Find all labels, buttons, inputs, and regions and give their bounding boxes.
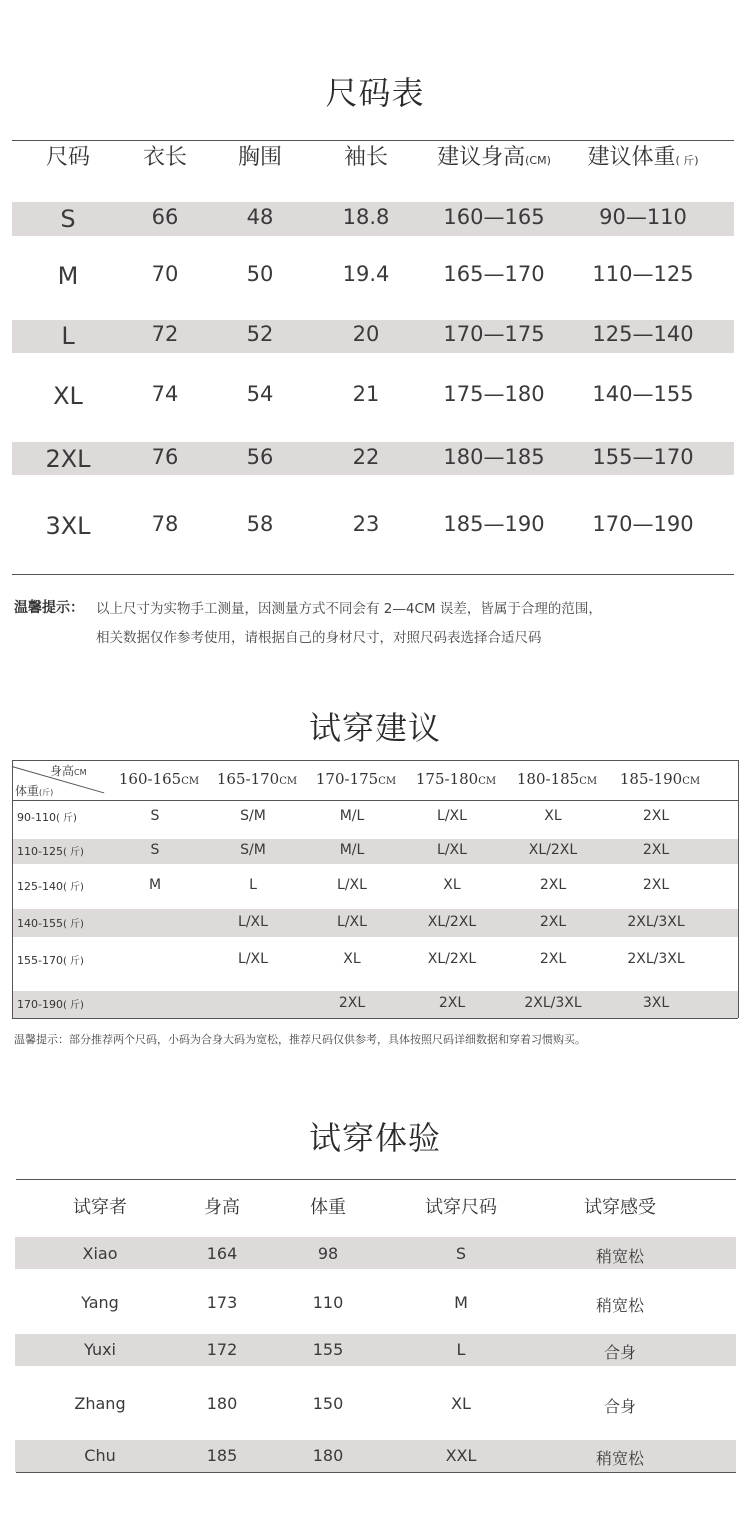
height-col-header	[416, 770, 496, 788]
trial-cell: 合身	[603, 1397, 637, 1416]
size-label: S	[60, 205, 76, 233]
size-chart-cell: 58	[246, 512, 274, 536]
size-chart-cell: 180—185	[443, 445, 545, 469]
recommended-size: S/M	[240, 842, 266, 858]
trial-cell: 98	[317, 1244, 339, 1263]
trial-header: 试穿者	[73, 1197, 127, 1218]
weight-range: 90-110	[17, 811, 56, 824]
size-chart-tip-line-1: 以上尺寸为实物手工测量，因测量方式不同会有 2—4CM 误差，皆属于合理的范围，	[96, 601, 602, 617]
size-chart-cell: 175—180	[443, 382, 545, 406]
size-chart-cell: 74	[151, 382, 179, 406]
fit-advice-right-border	[738, 760, 739, 1018]
recommended-size: 2XL	[539, 951, 567, 967]
size-chart-tip-line-2: 相关数据仅作参考使用，请根据自己的身材尺寸，对照尺码表选择合适尺码	[96, 630, 542, 646]
size-chart-cell: 140—155	[592, 382, 694, 406]
size-chart-header-text: 胸围	[237, 145, 283, 170]
weight-unit: ( 斤)	[55, 813, 77, 824]
trial-header: 身高	[204, 1197, 240, 1218]
weight-range: 125-140	[17, 880, 63, 893]
recommended-size: 2XL	[642, 808, 670, 824]
trial-cell: 173	[206, 1293, 238, 1312]
recommended-size: L/XL	[337, 914, 367, 930]
size-chart-header-5	[587, 140, 698, 171]
recommended-size: 2XL	[642, 842, 670, 858]
trial-cell: S	[455, 1244, 467, 1263]
weight-row-label	[17, 996, 84, 1011]
recommended-size: S	[150, 808, 160, 824]
size-chart-cell: 54	[246, 382, 274, 406]
size-chart-cell: 20	[352, 322, 380, 346]
trial-bottom-rule	[16, 1472, 736, 1473]
trial-title: 试穿体验	[308, 1119, 441, 1157]
recommended-size: L/XL	[437, 842, 467, 858]
recommended-size: L/XL	[238, 914, 268, 930]
size-chart-cell: 21	[352, 382, 380, 406]
trial-cell: 合身	[603, 1343, 637, 1362]
height-unit: CM	[478, 776, 497, 787]
height-col-header	[517, 770, 597, 788]
size-chart-header-2	[238, 140, 282, 171]
fit-advice-header-rule	[12, 800, 738, 801]
recommended-size: S	[150, 842, 160, 858]
size-chart-header-text: 建议身高	[437, 145, 526, 170]
size-chart-cell: 22	[352, 445, 380, 469]
trial-cell: XL	[451, 1394, 471, 1413]
weight-unit: ( 斤)	[62, 1000, 84, 1011]
recommended-size: 3XL	[642, 995, 670, 1011]
height-unit: CM	[378, 776, 397, 787]
size-chart-cell: 170—190	[592, 512, 694, 536]
fit-advice-row-band	[13, 839, 738, 864]
trial-header: 试穿尺码	[425, 1197, 497, 1218]
height-range: 160-165	[118, 770, 182, 788]
size-chart-cell: 170—175	[443, 322, 545, 346]
size-label: 3XL	[45, 512, 91, 540]
corner-height-label: 身高CM	[50, 764, 87, 778]
size-chart-cell: 125—140	[592, 322, 694, 346]
height-range: 185-190	[619, 770, 683, 788]
trial-cell: 164	[206, 1244, 238, 1263]
size-label: XL	[53, 382, 83, 410]
weight-row-label	[17, 809, 77, 824]
weight-row-label	[17, 878, 84, 893]
height-unit: CM	[181, 776, 200, 787]
fit-advice-title: 试穿建议	[308, 709, 441, 747]
height-range: 180-185	[516, 770, 580, 788]
size-chart-header-1	[143, 140, 187, 171]
recommended-size: XL/2XL	[427, 951, 477, 967]
recommended-size: L/XL	[238, 951, 268, 967]
weight-row-label	[17, 952, 84, 967]
fit-advice-bottom-rule	[12, 1018, 738, 1019]
trial-cell: 155	[312, 1340, 344, 1359]
height-col-header	[217, 770, 297, 788]
size-label: M	[57, 262, 79, 290]
size-chart-cell: 72	[151, 322, 179, 346]
height-range: 165-170	[216, 770, 280, 788]
size-chart-cell: 185—190	[443, 512, 545, 536]
size-chart-title: 尺码表	[325, 74, 425, 112]
height-range: 170-175	[315, 770, 379, 788]
weight-range: 170-190	[17, 998, 63, 1011]
height-col-header	[620, 770, 700, 788]
size-chart-cell: 19.4	[342, 262, 390, 286]
weight-row-label	[17, 915, 84, 930]
fit-advice-row-band	[13, 991, 738, 1018]
size-chart-cell: 52	[246, 322, 274, 346]
weight-range: 110-125	[17, 845, 63, 858]
tester-name: Zhang	[74, 1394, 126, 1413]
fit-advice-left-border	[12, 760, 13, 1018]
size-chart-header-4	[437, 140, 551, 171]
height-range: 175-180	[415, 770, 479, 788]
trial-cell: 110	[312, 1293, 344, 1312]
fit-advice-top-rule	[12, 760, 738, 761]
weight-unit: ( 斤)	[62, 882, 84, 893]
trial-cell: 180	[312, 1446, 344, 1465]
size-chart-header-text: 衣长	[142, 145, 188, 170]
recommended-size: 2XL/3XL	[627, 914, 685, 930]
recommended-size: 2XL/3XL	[627, 951, 685, 967]
recommended-size: 2XL	[642, 877, 670, 893]
trial-top-rule	[16, 1179, 736, 1180]
trial-cell: 150	[312, 1394, 344, 1413]
height-unit: CM	[279, 776, 298, 787]
weight-range: 155-170	[17, 954, 63, 967]
size-chart-cell: 56	[246, 445, 274, 469]
size-chart-cell: 50	[246, 262, 274, 286]
recommended-size: 2XL	[539, 914, 567, 930]
size-chart-cell: 110—125	[592, 262, 694, 286]
weight-unit: ( 斤)	[62, 956, 84, 967]
weight-unit: ( 斤)	[62, 847, 84, 858]
recommended-size: 2XL	[438, 995, 466, 1011]
fit-advice-tip: 温馨提示：部分推荐两个尺码，小码为合身大码为宽松，推荐尺码仅供参考，具体按照尺码详细数据和穿着习惯购买。	[14, 1033, 586, 1046]
size-chart-cell: 90—110	[599, 205, 687, 229]
size-chart-cell: 155—170	[592, 445, 694, 469]
size-chart-cell: 70	[151, 262, 179, 286]
trial-cell: 稍宽松	[595, 1449, 645, 1468]
size-chart-cell: 160—165	[443, 205, 545, 229]
recommended-size: S/M	[240, 808, 266, 824]
size-chart-header-text: 袖长	[343, 145, 389, 170]
trial-cell: 172	[206, 1340, 238, 1359]
height-unit: CM	[682, 776, 701, 787]
trial-header: 试穿感受	[584, 1197, 656, 1218]
tester-name: Chu	[84, 1446, 116, 1465]
size-chart-cell: 76	[151, 445, 179, 469]
size-chart-tip-label: 温馨提示：	[14, 600, 84, 616]
recommended-size: 2XL	[338, 995, 366, 1011]
trial-cell: XXL	[445, 1446, 477, 1465]
recommended-size: 2XL/3XL	[524, 995, 582, 1011]
recommended-size: L/XL	[437, 808, 467, 824]
weight-range: 140-155	[17, 917, 63, 930]
size-label: L	[61, 322, 75, 350]
trial-header: 体重	[310, 1197, 346, 1218]
recommended-size: XL/2XL	[528, 842, 578, 858]
trial-cell: 稍宽松	[595, 1247, 645, 1266]
recommended-size: L	[249, 877, 257, 893]
tester-name: Yuxi	[84, 1340, 116, 1359]
recommended-size: M/L	[339, 808, 365, 824]
recommended-size: XL/2XL	[427, 914, 477, 930]
recommended-size: XL	[544, 808, 562, 824]
trial-cell: L	[456, 1340, 466, 1359]
size-chart-cell: 48	[246, 205, 274, 229]
height-col-header	[119, 770, 199, 788]
size-chart-cell: 78	[151, 512, 179, 536]
corner-weight-label: 体重(斤)	[15, 784, 54, 798]
trial-cell: M	[454, 1293, 468, 1312]
trial-cell: 180	[206, 1394, 238, 1413]
recommended-size: XL	[443, 877, 461, 893]
recommended-size: XL	[343, 951, 361, 967]
size-chart-header-0	[46, 140, 90, 171]
size-label: 2XL	[45, 445, 91, 473]
tester-name: Yang	[81, 1293, 119, 1312]
size-chart-header-3	[344, 140, 388, 171]
weight-unit: ( 斤)	[62, 919, 84, 930]
weight-row-label	[17, 843, 84, 858]
trial-cell: 185	[206, 1446, 238, 1465]
size-chart-header-text: 尺码	[45, 145, 91, 170]
tester-name: Xiao	[82, 1244, 118, 1263]
trial-cell: 稍宽松	[595, 1296, 645, 1315]
size-chart-bottom-rule	[12, 574, 734, 575]
recommended-size: L/XL	[337, 877, 367, 893]
size-chart-header-text: 建议体重	[587, 145, 676, 170]
size-chart-header-unit: ( 斤)	[675, 154, 699, 167]
recommended-size: M	[148, 877, 162, 893]
height-col-header	[316, 770, 396, 788]
size-chart-header-unit: (CM)	[525, 154, 551, 167]
size-chart-cell: 23	[352, 512, 380, 536]
size-chart-cell: 165—170	[443, 262, 545, 286]
recommended-size: 2XL	[539, 877, 567, 893]
height-unit: CM	[579, 776, 598, 787]
recommended-size: M/L	[339, 842, 365, 858]
size-chart-cell: 66	[151, 205, 179, 229]
size-chart-cell: 18.8	[342, 205, 390, 229]
